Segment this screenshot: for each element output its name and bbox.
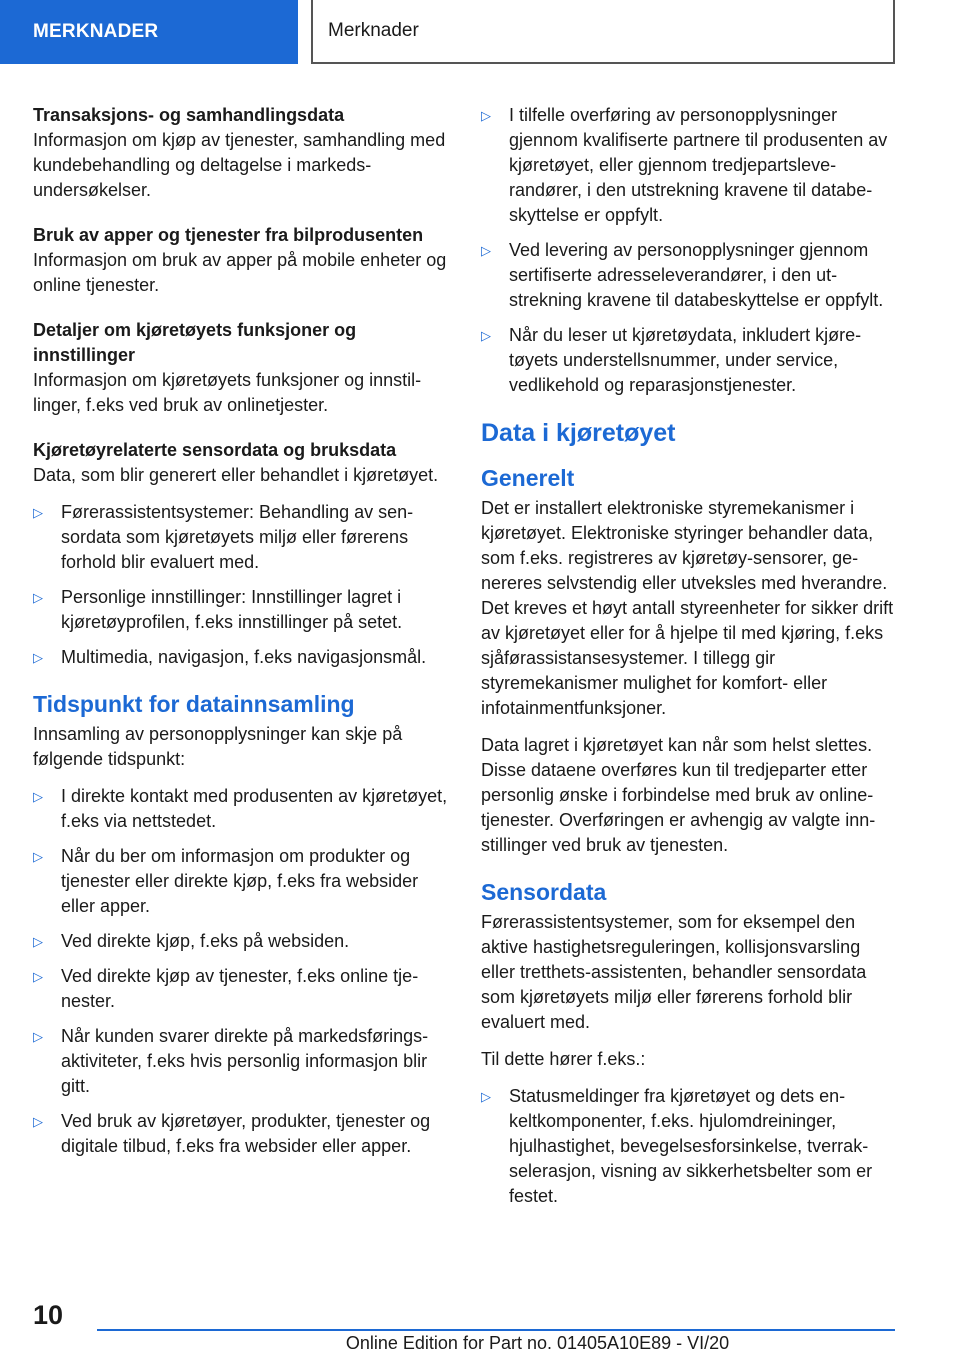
section-title: Merknader [311,0,895,64]
paragraph-sensor-data-1: Førerassistentsystemer, som for eksempel den aktive hastighetsreguleringen, kollisjonsvarsling eller tretthets-assistenten, behandler sensordata som kjøretøyets miljø eller førerens forhold blir evaluert med. [481,912,867,1032]
list-item: ▷ Når du leser ut kjøretøydata, inkludert kjøretøyets understellsnummer, under service, vedlikehold og reparasjonstjenester. [481,323,896,398]
triangle-bullet-icon: ▷ [33,505,43,520]
sensor-usage-list [33,500,448,670]
list-item: ▷ Ved levering av personopplysninger gjennom sertifiserte adresseleverandører, i den utstrekning kravene til databeskyttelse er oppfylt. [481,238,896,313]
triangle-bullet-icon: ▷ [33,849,43,864]
paragraph-transactions: Informasjon om kjøp av tjenester, samhandling med kundebehandling og deltagelse i markedsundersøkelser. [33,130,446,200]
transfer-list [481,103,896,398]
triangle-bullet-icon: ▷ [33,934,43,949]
list-item: ▷ Personlige innstillinger: Innstillinger lagret i kjøretøyprofilen, f.eks innstillinger på setet. [33,585,448,635]
triangle-bullet-icon: ▷ [33,1029,43,1044]
heading-collection-time: Tidspunkt for datainnsamling [33,691,355,717]
footer-divider [97,1329,895,1331]
heading-general: Generelt [481,465,575,491]
subheading-apps: Bruk av apper og tjenester fra bilprodusenten [33,225,424,245]
list-item: ▷ Førerassistentsystemer: Behandling av sensordata som kjøretøyets miljø eller førerens forhold blir evaluert med. [33,500,448,575]
paragraph-sensor-usage: Data, som blir generert eller behandlet i kjøretøyet. [33,465,439,485]
paragraph-vehicle-functions: Informasjon om kjøretøyets funksjoner og innstillinger, f.eks ved bruk av onlinetjester. [33,370,422,415]
triangle-bullet-icon: ▷ [33,969,43,984]
list-item: ▷ Ved bruk av kjøretøyer, produkter, tjenester og digitale tilbud, f.eks fra websider eller apper. [33,1109,448,1159]
triangle-bullet-icon: ▷ [33,650,43,665]
list-item: ▷ Når du ber om informasjon om produkter og tjenester eller direkte kjøp, f.eks fra websider eller apper. [33,844,448,919]
heading-data-in-vehicle: Data i kjøretøyet [481,419,676,447]
triangle-bullet-icon: ▷ [33,1114,43,1129]
triangle-bullet-icon: ▷ [481,1089,491,1104]
sensor-data-list [481,1084,896,1209]
triangle-bullet-icon: ▷ [481,243,491,258]
right-column [481,103,896,1229]
list-item: ▷ I direkte kontakt med produsenten av kjøretøyet, f.eks via nettstedet. [33,784,448,834]
paragraph-apps: Informasjon om bruk av apper på mobile enheter og online tjenester. [33,250,447,295]
paragraph-collection-intro: Innsamling av personopplysninger kan skje på følgende tidspunkt: [33,724,403,769]
footer-text [0,1333,960,1354]
list-item: ▷ Statusmeldinger fra kjøretøyet og dets enkeltkomponenter, f.eks. hjulomdreininger, hjulhastighet, bevegelsesforsinkelse, tverrakselerasjon, visning av sikkerhetsbelter som er festet. [481,1084,896,1209]
collection-list [33,784,448,1159]
subheading-vehicle-functions: Detaljer om kjøretøyets funksjoner og innstillinger [33,320,357,365]
subheading-transactions: Transaksjons- og samhandlingsdata [33,105,345,125]
section-tab: MERKNADER [0,0,298,64]
list-item: ▷ Ved direkte kjøp, f.eks på websiden. [33,929,448,954]
triangle-bullet-icon: ▷ [481,328,491,343]
list-item: ▷ Multimedia, navigasjon, f.eks navigasjonsmål. [33,645,448,670]
paragraph-general-2: Data lagret i kjøretøyet kan når som helst slettes. Disse dataene overføres kun til tredjeparter etter personlig ønske i forbindelse med bruk av onlinetjenester. Overføringen er avhengig av valgte innstillinger ved bruk av tjenesten. [481,735,876,855]
subheading-sensor-usage: Kjøretøyrelaterte sensordata og bruksdata [33,440,397,460]
triangle-bullet-icon: ▷ [481,108,491,123]
list-item: ▷ Når kunden svarer direkte på markedsføringsaktiviteter, f.eks hvis personlig informasjon blir gitt. [33,1024,448,1099]
triangle-bullet-icon: ▷ [33,789,43,804]
paragraph-general-1: Det er installert elektroniske styremekanismer i kjøretøyet. Elektroniske styringer behandler data, som f.eks. registreres av kjøretøy-sensorer, genereres selvstendig eller utveksles med hverandre. Det kreves et høyt antall styreenheter for sikker drift av kjøretøyet eller for å hjelpe til med kjøring, f.eks sjåførassistansesystemer. I tillegg gir styremekanismer mulighet for komfort- eller infotainmentfunksjoner. [481,498,894,718]
paragraph-sensor-data-2: Til dette hører f.eks.: [481,1049,646,1069]
page-number: 10 [33,1300,64,1330]
left-column [33,103,448,1179]
list-item: ▷ Ved direkte kjøp av tjenester, f.eks online tjenester. [33,964,448,1014]
heading-sensor-data: Sensordata [481,879,607,905]
list-item: ▷ I tilfelle overføring av personopplysninger gjennom kvalifiserte partnere til produsenten av kjøretøyet, eller gjennom tredjepartsleverandører, i den utstrekning kravene til databeskyttelse er oppfylt. [481,103,896,228]
edition-text: Online Edition for Part no. 01405A10E89 - VI/20 [345,1333,730,1353]
triangle-bullet-icon: ▷ [33,590,43,605]
